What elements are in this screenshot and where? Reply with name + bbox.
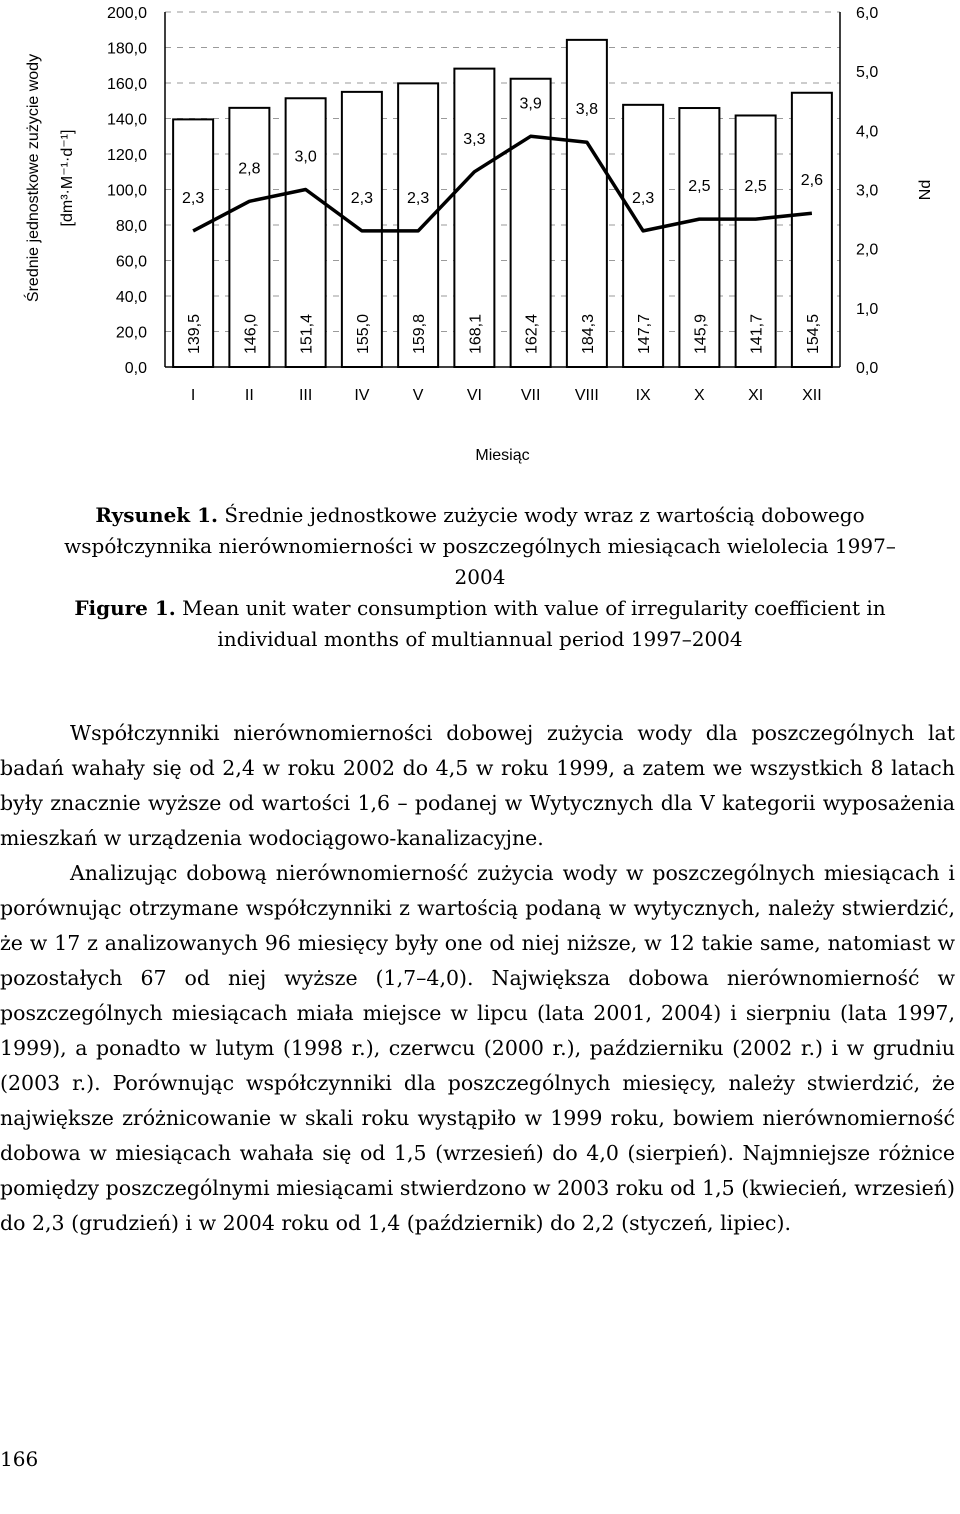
bar-value-label: 184,3: [579, 313, 597, 355]
caption-english: [40, 593, 920, 655]
line-value-label: 2,3: [632, 189, 655, 207]
bar-value-label: 154,5: [804, 313, 822, 355]
y-axis-unit: [dm³·M⁻¹·d⁻¹]: [59, 129, 76, 227]
y2-tick-label: 3,0: [856, 182, 879, 200]
line-value-label: 3,9: [519, 95, 542, 113]
y-tick-label: 80,0: [115, 218, 147, 235]
x-tick-label: VII: [520, 387, 541, 404]
paragraph: Współczynniki nierównomierności dobowej zużycia wody dla poszczególnych lat badań wahały się od 2,4 w roku 2002 do 4,5 w roku 1999, a zatem we wszystkich 8 latach były znacznie wyższe od wartości 1,6 – podanej w Wytycznych dla V kategorii wyposażenia mieszkań w urządzenia wodociągowo-kanalizacyjne.: [0, 721, 955, 850]
caption-polish: [40, 500, 920, 593]
y2-tick-label: 4,0: [856, 123, 879, 141]
y-tick-label: 20,0: [115, 324, 147, 342]
bar-value-label: 168,1: [467, 313, 485, 355]
x-tick-label: VIII: [574, 387, 599, 404]
x-tick-label: X: [694, 387, 705, 404]
y2-tick-label: 6,0: [856, 5, 879, 22]
y2-tick-label: 2,0: [856, 241, 879, 259]
y-tick-label: 40,0: [115, 289, 147, 306]
caption-english-label: Figure 1.: [74, 596, 176, 620]
x-tick-label: III: [298, 387, 313, 404]
bar-value-label: 155,0: [354, 313, 372, 355]
y2-axis-title: Nd: [917, 179, 934, 201]
y2-tick-label: 0,0: [856, 360, 879, 377]
y-tick-label: 100,0: [106, 182, 147, 200]
y-tick-label: 0,0: [124, 360, 147, 377]
x-tick-label: XI: [748, 387, 764, 404]
line-value-label: 2,6: [800, 172, 823, 190]
body-text: [0, 716, 955, 1241]
line-value-label: 3,8: [575, 101, 598, 119]
x-tick-label: IV: [354, 387, 370, 404]
bar-value-label: 159,8: [411, 313, 429, 355]
line-value-label: 2,8: [238, 160, 261, 178]
y-tick-label: 200,0: [106, 5, 147, 22]
x-tick-label: IX: [635, 387, 651, 404]
line-value-label: 3,3: [463, 130, 486, 148]
line-value-label: 3,0: [294, 148, 317, 166]
y2-tick-label: 1,0: [856, 300, 879, 318]
line-value-label: 2,3: [350, 189, 373, 207]
x-tick-label: XII: [802, 387, 822, 404]
bar-line-chart: [0, 0, 960, 478]
caption-polish-label: Rysunek 1.: [95, 503, 218, 527]
bars: [173, 40, 832, 367]
bar-value-label: 151,4: [298, 313, 316, 355]
x-tick-label: V: [412, 387, 424, 404]
bar-value-label: 145,9: [692, 313, 710, 355]
line-value-label: 2,5: [688, 178, 711, 196]
y2-tick-label: 5,0: [856, 64, 879, 82]
caption-english-text: Mean unit water consumption with value of irregularity coefficient in individual months of multiannual period 1997–2004: [175, 596, 886, 651]
y-tick-label: 120,0: [106, 147, 147, 164]
y-tick-label: 160,0: [106, 76, 147, 93]
y-tick-label: 140,0: [106, 111, 147, 129]
paragraph: Analizując dobową nierównomierność zużycia wody w poszczególnych miesiącach i porównując otrzymane współczynniki z wartością podaną w wytycznych, należy stwierdzić, że w 17 z analizowanych 96 miesięcy były one od niej niższe, w 12 takie same, natomiast w pozostałych 67 od niej wyższe (1,7–4,0). Największa dobowa nierównomierność w poszczególnych miesiącach miała miejsce w lipcu (lata 2001, 2004) i sierpniu (lata 1997, 1999), a ponadto w lutym (1998 r.), czerwcu (2000 r.), październiku (2002 r.) i w grudniu (2003 r.). Porównując współczynniki dla poszczególnych miesięcy, należy stwierdzić, że największe zróżnicowanie w skali roku wystąpiło w 1999 roku, bowiem nierównomierność dobowa w miesiącach wahała się od 1,5 (wrzesień) do 4,0 (sierpień). Najmniejsze różnice pomiędzy poszczególnymi miesiącami stwierdzono w 2003 roku od 1,5 (kwiecień, wrzesień) do 2,3 (grudzień) i w 2004 roku od 1,4 (październik) do 2,2 (styczeń, lipiec).: [0, 861, 955, 1235]
y-tick-label: 180,0: [106, 40, 147, 58]
bar-value-label: 162,4: [523, 313, 541, 355]
y-axis-title: Średnie jednostkowe zużycie wody: [25, 53, 42, 303]
caption-polish-text: Średnie jednostkowe zużycie wody wraz z wartością dobowego współczynnika nierównomierności w poszczególnych miesiącach wielolecia 1997–2004: [64, 503, 896, 589]
x-tick-label: I: [190, 387, 196, 404]
figure-caption: [40, 500, 920, 655]
bar-value-label: 147,7: [636, 313, 654, 355]
bar-value-label: 141,7: [748, 313, 766, 355]
page-number: 166: [0, 1447, 39, 1471]
bar-value-label: 139,5: [186, 313, 204, 355]
x-tick-label: II: [244, 387, 254, 404]
x-axis-title: Miesiąc: [475, 447, 530, 464]
line-value-label: 2,3: [182, 189, 205, 207]
y-tick-label: 60,0: [115, 253, 147, 271]
x-tick-label: VI: [466, 387, 482, 404]
line-value-label: 2,5: [744, 178, 767, 196]
bar-value-label: 146,0: [242, 313, 260, 355]
line-value-label: 2,3: [407, 189, 430, 207]
